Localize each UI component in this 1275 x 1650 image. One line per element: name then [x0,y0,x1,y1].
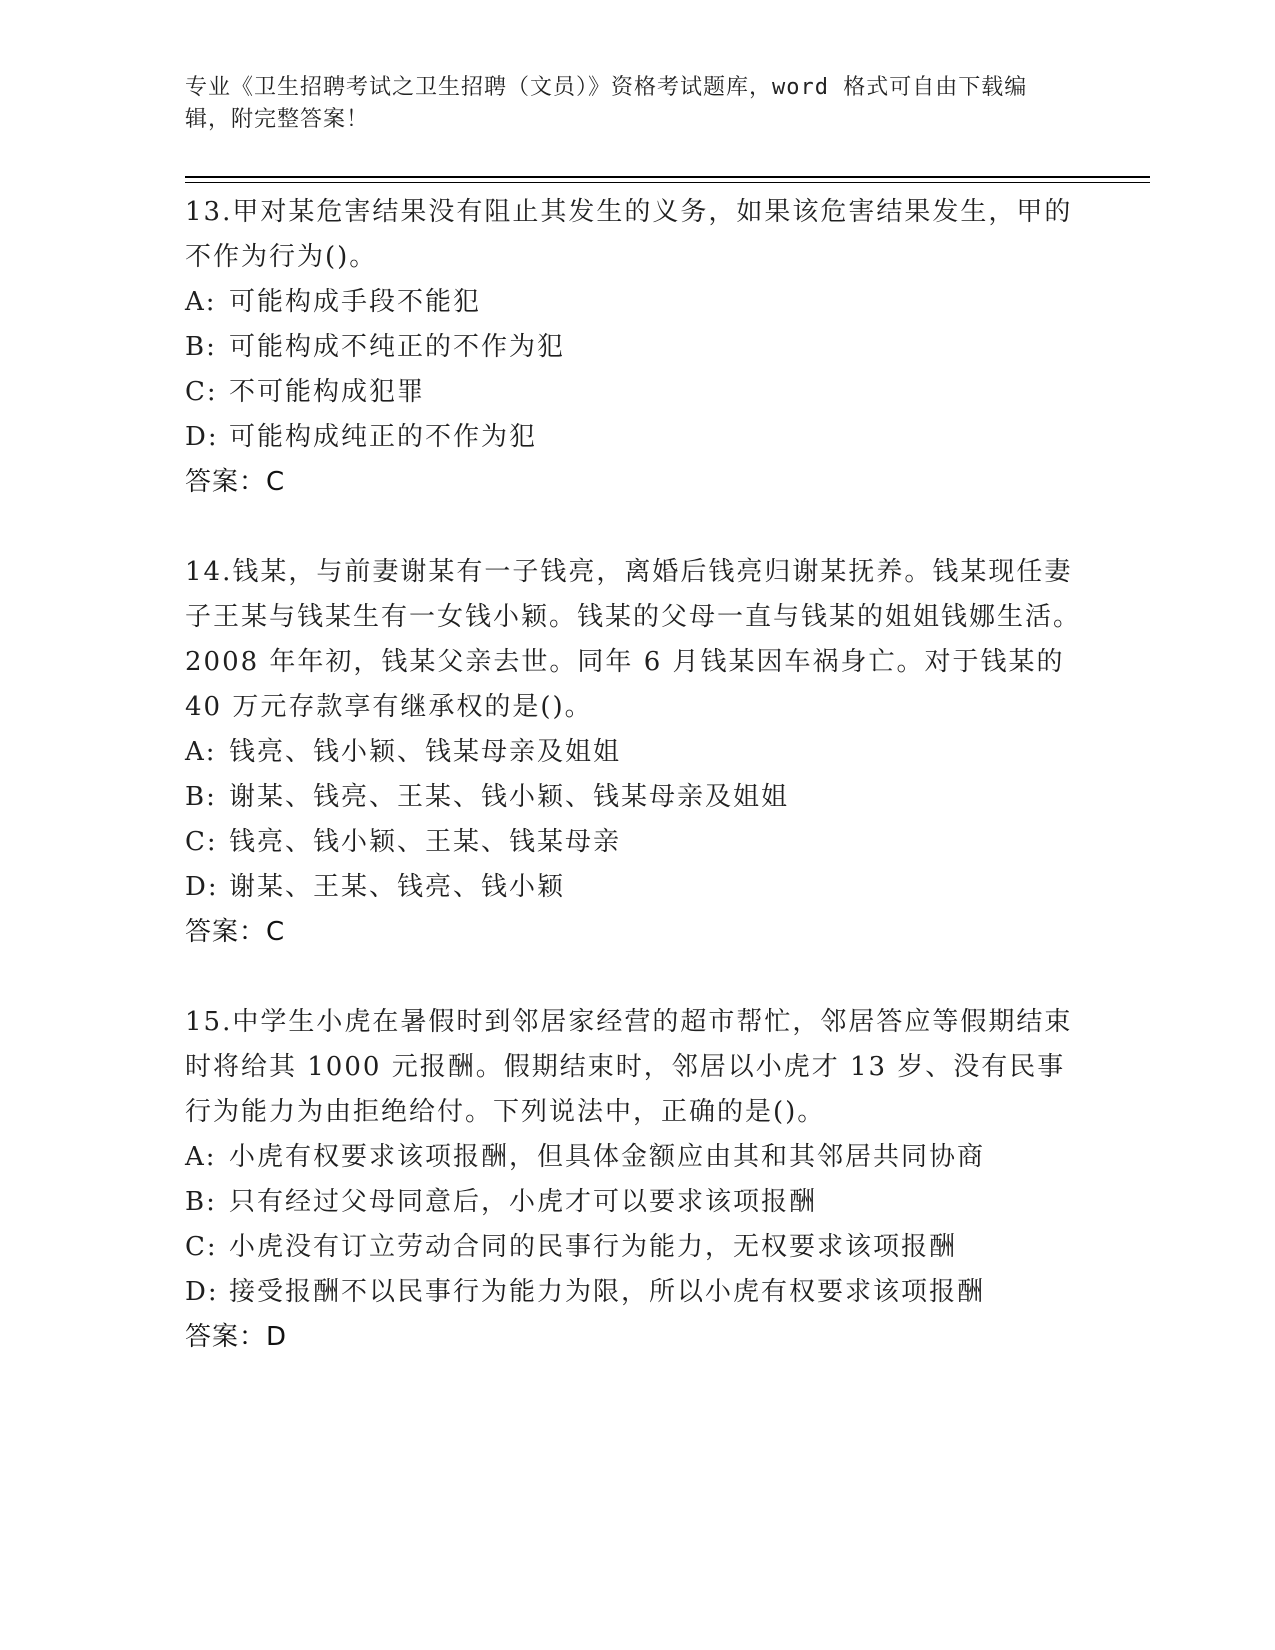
option-letter: C: [185,377,218,407]
option-a [185,280,1085,325]
option-letter: D: [185,1277,219,1307]
option-letter: D: [185,872,219,902]
option-text: 钱亮、钱小颖、钱某母亲及姐姐 [229,737,622,767]
option-text: 只有经过父母同意后，小虎才可以要求该项报酬 [229,1187,818,1217]
option-a [185,730,1085,775]
option-letter: A: [185,737,217,767]
option-letter: A: [185,1142,217,1172]
option-d [185,1270,1085,1315]
question-13 [185,190,1085,505]
answer-line: 答案：D [185,1322,288,1352]
option-a [185,1135,1085,1180]
header-divider-thick [185,176,1150,178]
option-text: 谢某、钱亮、王某、钱小颖、钱某母亲及姐姐 [229,782,790,812]
option-letter: B: [185,782,217,812]
option-text: 谢某、王某、钱亮、钱小颖 [229,872,566,902]
option-text: 可能构成纯正的不作为犯 [229,422,538,452]
option-text: 小虎没有订立劳动合同的民事行为能力，无权要求该项报酬 [229,1232,958,1262]
question-stem: 14.钱某，与前妻谢某有一子钱亮，离婚后钱亮归谢某抚养。钱某现任妻子王某与钱某生有一女钱小颖。钱某的父母一直与钱某的姐姐钱娜生活。2008 年年初，钱某父亲去世。同年 6 月钱某因车祸身亡。对于钱某的 40 万元存款享有继承权的是()。 [185,557,1082,722]
option-letter: B: [185,332,217,362]
option-d [185,415,1085,460]
header-divider-thin [185,182,1150,183]
option-text: 接受报酬不以民事行为能力为限，所以小虎有权要求该项报酬 [229,1277,986,1307]
option-b [185,1180,1085,1225]
option-b [185,325,1085,370]
option-c [185,370,1085,415]
option-letter: C: [185,827,218,857]
option-letter: C: [185,1232,218,1262]
document-intro: 专业《卫生招聘考试之卫生招聘（文员）》资格考试题库，word 格式可自由下载编辑，附完整答案！ [185,75,1028,132]
option-text: 不可能构成犯罪 [229,377,426,407]
option-letter: D: [185,422,219,452]
option-text: 钱亮、钱小颖、王某、钱某母亲 [229,827,622,857]
option-text: 可能构成不纯正的不作为犯 [229,332,566,362]
answer-line: 答案：C [185,917,286,947]
option-letter: A: [185,287,217,317]
option-text: 小虎有权要求该项报酬，但具体金额应由其和其邻居共同协商 [229,1142,986,1172]
question-15 [185,1000,1085,1360]
question-stem: 13.甲对某危害结果没有阻止其发生的义务，如果该危害结果发生，甲的不作为行为()。 [185,197,1073,272]
option-c [185,820,1085,865]
option-text: 可能构成手段不能犯 [229,287,482,317]
question-list [185,190,1085,1360]
option-letter: B: [185,1187,217,1217]
option-b [185,775,1085,820]
option-d [185,865,1085,910]
question-stem: 15.中学生小虎在暑假时到邻居家经营的超市帮忙，邻居答应等假期结束时将给其 1000 元报酬。假期结束时，邻居以小虎才 13 岁、没有民事行为能力为由拒绝给付。下列说法中，正确的是()。 [185,1007,1073,1127]
answer-line: 答案：C [185,467,286,497]
question-14 [185,550,1085,955]
option-c [185,1225,1085,1270]
